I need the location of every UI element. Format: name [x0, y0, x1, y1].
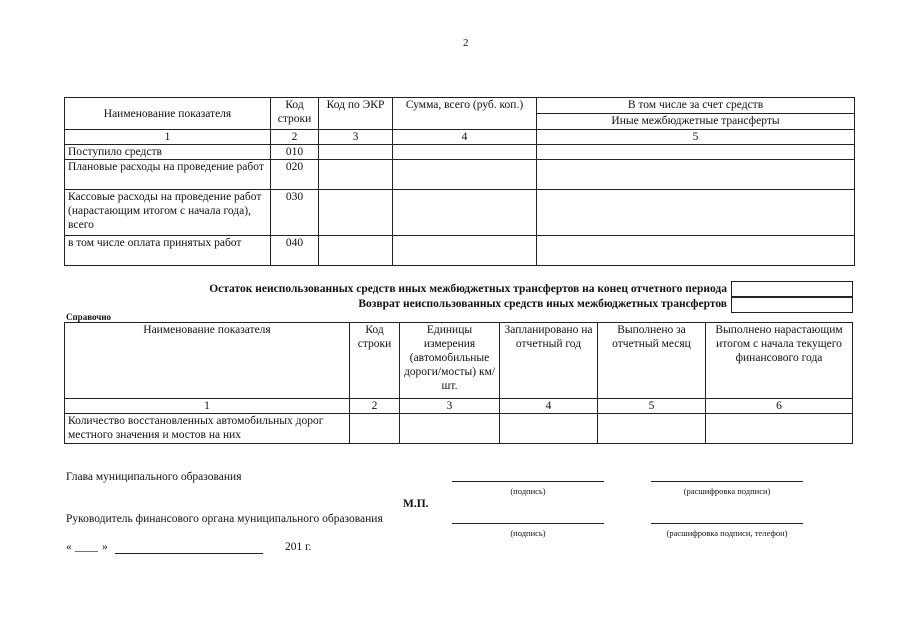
table-header-row	[65, 98, 855, 114]
finance-signature-line[interactable]	[452, 523, 604, 524]
header-ekr-code: Код по ЭКР	[319, 98, 393, 130]
total-cell[interactable]	[393, 160, 537, 190]
header-done-ytd: Выполнено нарастающим итогом с начала текущего финансового года	[706, 323, 853, 399]
header-units: Единицы измерения (автомобильные дороги/мосты) км/шт.	[400, 323, 500, 399]
head-label: Глава муниципального образования	[66, 471, 242, 483]
col-number-row	[65, 399, 853, 414]
reference-table	[64, 322, 853, 444]
row-name: Поступило средств	[65, 145, 271, 160]
col-number: 1	[65, 399, 350, 414]
table-row	[65, 190, 855, 236]
header-name: Наименование показателя	[65, 98, 271, 130]
return-field[interactable]	[731, 296, 853, 313]
page-number: 2	[463, 37, 469, 49]
transfers-cell[interactable]	[537, 190, 855, 236]
units-cell[interactable]	[400, 414, 500, 444]
stamp-label: М.П.	[403, 498, 429, 510]
date-close-quote: »	[102, 541, 108, 553]
total-cell[interactable]	[393, 145, 537, 160]
col-number: 3	[319, 130, 393, 145]
ekr-cell[interactable]	[319, 236, 393, 266]
line-code-cell[interactable]	[350, 414, 400, 444]
row-name: Кассовые расходы на проведение работ (нарастающим итогом с начала года), всего	[65, 190, 271, 236]
header-line-code: Код строки	[350, 323, 400, 399]
done-ytd-cell[interactable]	[706, 414, 853, 444]
date-month-line[interactable]	[115, 553, 263, 554]
ekr-cell[interactable]	[319, 145, 393, 160]
header-total: Сумма, всего (руб. коп.)	[393, 98, 537, 130]
transfers-cell[interactable]	[537, 145, 855, 160]
col-number: 2	[350, 399, 400, 414]
row-code: 040	[271, 236, 319, 266]
total-cell[interactable]	[393, 190, 537, 236]
reference-label: Справочно	[66, 312, 112, 322]
col-number: 5	[537, 130, 855, 145]
row-name: Количество восстановленных автомобильных дорог местного значения и мостов на них	[65, 414, 350, 444]
table-row	[65, 145, 855, 160]
decode-caption: (расшифровка подписи)	[683, 486, 771, 496]
header-planned: Запланировано на отчетный год	[500, 323, 598, 399]
header-line-code: Код строки	[271, 98, 319, 130]
col-number: 6	[706, 399, 853, 414]
row-code: 030	[271, 190, 319, 236]
ekr-cell[interactable]	[319, 160, 393, 190]
header-name: Наименование показателя	[65, 323, 350, 399]
col-number: 4	[500, 399, 598, 414]
transfers-cell[interactable]	[537, 236, 855, 266]
table-row	[65, 236, 855, 266]
planned-cell[interactable]	[500, 414, 598, 444]
table-row	[65, 160, 855, 190]
signature-caption: (подпись)	[510, 486, 546, 496]
table-header-row	[65, 323, 853, 399]
header-including: В том числе за счет средств	[537, 98, 855, 114]
return-label: Возврат неиспользованных средств иных межбюджетных трансфертов	[358, 298, 727, 310]
row-code: 020	[271, 160, 319, 190]
row-name: в том числе оплата принятых работ	[65, 236, 271, 266]
row-name: Плановые расходы на проведение работ	[65, 160, 271, 190]
decode-phone-caption: (расшифровка подписи, телефон)	[666, 528, 788, 538]
date-year: 201 г.	[285, 541, 312, 553]
ekr-cell[interactable]	[319, 190, 393, 236]
signature-caption: (подпись)	[510, 528, 546, 538]
date-day-blank[interactable]: ____	[75, 541, 98, 553]
head-decode-line[interactable]	[651, 481, 803, 482]
finance-head-label: Руководитель финансового органа муниципального образования	[66, 513, 383, 525]
date-open-quote: «	[66, 541, 72, 553]
finance-decode-line[interactable]	[651, 523, 803, 524]
transfers-cell[interactable]	[537, 160, 855, 190]
total-cell[interactable]	[393, 236, 537, 266]
remainder-label: Остаток неиспользованных средств иных межбюджетных трансфертов на конец отчетного периода	[209, 283, 727, 295]
col-number-row	[65, 130, 855, 145]
header-done-month: Выполнено за отчетный месяц	[598, 323, 706, 399]
table-row	[65, 414, 853, 444]
row-code: 010	[271, 145, 319, 160]
col-number: 3	[400, 399, 500, 414]
done-month-cell[interactable]	[598, 414, 706, 444]
col-number: 4	[393, 130, 537, 145]
col-number: 5	[598, 399, 706, 414]
col-number: 1	[65, 130, 271, 145]
funds-table	[64, 97, 855, 266]
col-number: 2	[271, 130, 319, 145]
header-transfers: Иные межбюджетные трансферты	[537, 114, 855, 130]
head-signature-line[interactable]	[452, 481, 604, 482]
